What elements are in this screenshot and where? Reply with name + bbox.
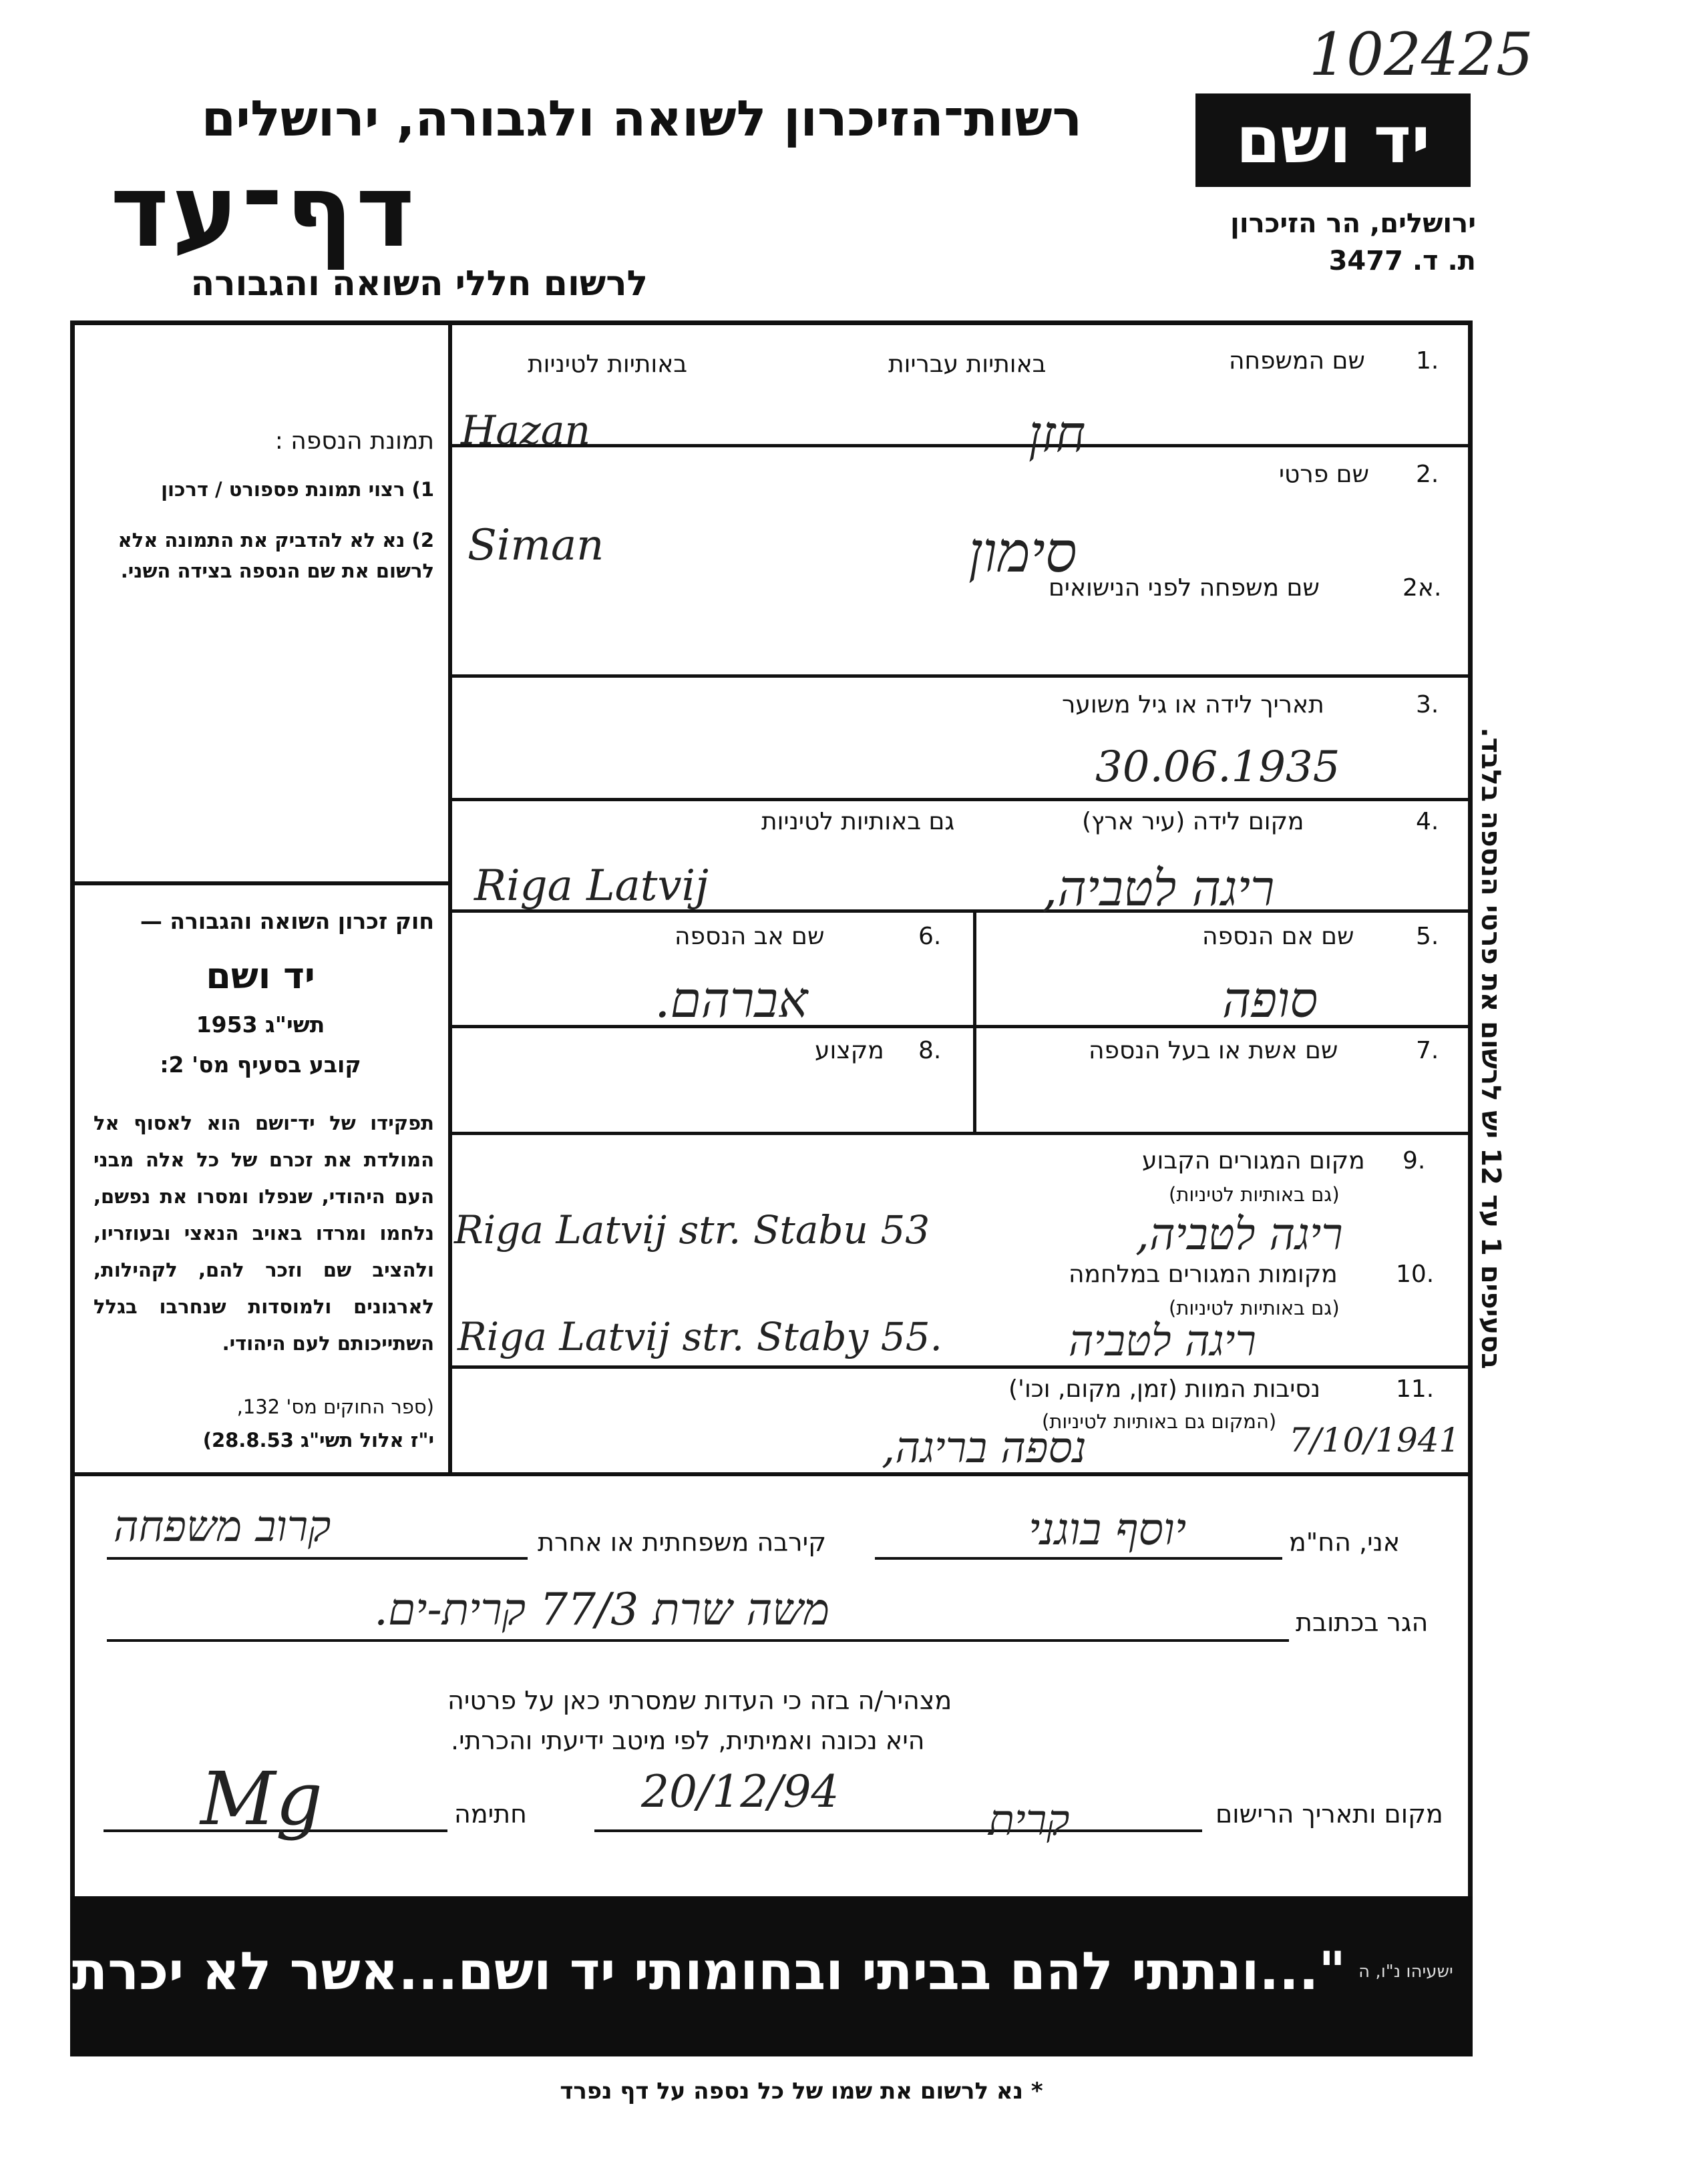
- side-note: בסעיפים 1 עד 12 יש לרשום את פרטי הנספה בלבד.: [1475, 727, 1506, 1369]
- field-4-number: 4.: [1416, 808, 1439, 835]
- field-7-number: 7.: [1416, 1037, 1439, 1064]
- registration-place: קרית: [988, 1796, 1070, 1845]
- photo-box-title: תמונת הנספה :: [274, 427, 434, 455]
- field-2-value-latin: Siman: [467, 521, 604, 570]
- banner-source: ישעיהו נ"ו, ה: [1358, 1962, 1453, 1982]
- field-11-also-latin: (המקום גם באותיות לטיניות): [1042, 1410, 1277, 1433]
- banner-quote: "...ונתתי להם בביתי ובחומותי יד ושם...אשר לא יכרת": [45, 1942, 1346, 2002]
- law-heading: חוק זכרון השואה והגבורה —: [140, 908, 434, 934]
- field-9-value-latin: Riga Latvij str. Stabu 53: [454, 1207, 930, 1253]
- declaration-line-2: היא נכונה ואמיתית, לפי מיטב ידיעתי והכרתי.: [451, 1726, 925, 1755]
- declaration-line-1: מצהיר/ה בזה כי העדות שמסרתי כאן על פרטיה: [447, 1686, 952, 1715]
- yad-vashem-logo: [1195, 93, 1471, 187]
- field-11-number: 11.: [1396, 1375, 1435, 1403]
- field-10-value-latin: Riga Latvij str. Staby 55.: [457, 1314, 942, 1359]
- field-2a-label: שם משפחה לפני הנישואים: [1049, 574, 1320, 602]
- field-5-label: שם אם הנספה: [1202, 923, 1354, 950]
- field-1-value-latin: Hazan: [461, 407, 591, 454]
- field-5-number: 5.: [1416, 923, 1439, 950]
- form-subtitle: לרשום חללי השואה והגבורה: [190, 264, 648, 304]
- footnote: * נא לרשום את שמו של כל נספה על דף נפרד: [560, 2078, 1043, 2105]
- field-9-label: מקום המגורים הקבוע: [1142, 1147, 1365, 1174]
- witness-address-label: הגר בכתובת: [1296, 1608, 1429, 1637]
- field-9-number: 9.: [1402, 1147, 1426, 1174]
- witness-relation-label: קירבה משפחתית או אחרת: [538, 1528, 827, 1557]
- photo-law-divider: [74, 881, 449, 885]
- left-column-divider: [448, 324, 452, 1476]
- field-11-value-hebrew: נספה בריגה,: [882, 1424, 1087, 1473]
- field-1-col-latin: באותיות לטיניות: [528, 351, 688, 378]
- field-6-label: שם אב הנספה: [675, 923, 825, 950]
- address-line-1: ירושלים, הר הזיכרון: [1230, 208, 1476, 239]
- field-2-value-hebrew: סימון: [968, 519, 1077, 585]
- field-8-number: 8.: [918, 1037, 942, 1064]
- law-source-2: י"ז אלול תשי"ג 28.8.53): [202, 1429, 434, 1452]
- witness-name: יוסף בוגני: [1028, 1504, 1187, 1555]
- law-name: יד ושם: [206, 955, 315, 997]
- field-3-label: תאריך לידה או גיל משוער: [1062, 691, 1324, 718]
- field-11-label: נסיבות המוות (זמן, מקום, וכו'): [1008, 1375, 1321, 1403]
- field-4-label: מקום לידה (עיר ארץ): [1082, 808, 1304, 835]
- address-line-2: ת. ד. 3477: [1328, 246, 1476, 276]
- authority-line: רשות־הזיכרון לשואה ולגבורה, ירושלים: [201, 90, 1082, 148]
- place-date-label: מקום ותאריך הרישום: [1215, 1799, 1443, 1829]
- witness-relation-value: קרוב משפחה: [114, 1502, 331, 1552]
- field-3-number: 3.: [1416, 691, 1439, 718]
- field-9-also-latin: (גם באותיות לטיניות): [1169, 1183, 1340, 1206]
- signature: Mg: [200, 1756, 323, 1841]
- logo-text: יד ושם: [1236, 103, 1431, 178]
- field-2-number: 2.: [1416, 461, 1439, 488]
- field-4-value-hebrew: ריגה לטביה,: [1042, 860, 1275, 917]
- signature-label: חתימה: [454, 1799, 527, 1829]
- field-10-number: 10.: [1396, 1261, 1435, 1288]
- witness-i-label: אני, הח"מ: [1289, 1528, 1400, 1557]
- law-clause: קובע בסעיף מס' 2:: [160, 1052, 361, 1078]
- witness-address-value: משה שרת 77/3 קרית-ים.: [374, 1584, 830, 1635]
- field-9-value-hebrew: ריגה לטביה,: [1135, 1209, 1343, 1260]
- field-2a-number: 2א.: [1402, 574, 1442, 602]
- field-7-label: שם אשת או בעל הנספה: [1089, 1037, 1338, 1064]
- photo-box-note-1: 1) רצוי תמונת פספורט / דרכון: [161, 478, 434, 501]
- field-2-label: שם פרטי: [1279, 461, 1370, 488]
- field-4-value-latin: Riga Latvij: [474, 861, 709, 911]
- registration-date: 20/12/94: [641, 1766, 839, 1817]
- field-1-value-hebrew: חזן: [1028, 404, 1086, 463]
- law-source-1: (ספר החוקים מס' 132,: [236, 1395, 434, 1418]
- field-11-value-date: 7/10/1941: [1289, 1421, 1461, 1460]
- form-title: דף־עד: [110, 154, 417, 270]
- field-1-number: 1.: [1416, 347, 1439, 375]
- quote-banner: [45, 1896, 1473, 2056]
- field-10-also-latin: (גם באותיות לטיניות): [1169, 1297, 1340, 1319]
- field-4-also-latin: גם באותיות לטיניות: [761, 808, 955, 835]
- field-3-value: 30.06.1935: [1095, 742, 1340, 792]
- field-6-number: 6.: [918, 923, 942, 950]
- field-10-label: מקומות המגורים במלחמה: [1069, 1261, 1338, 1288]
- field-8-label: מקצוע: [815, 1037, 884, 1064]
- field-5-value: סופה: [1222, 971, 1318, 1029]
- law-body: תפקידו של יד־ושם הוא לאסוף אל המולדת את זכרם של כל אלה מבני העם היהודי, שנפלו ומסרו את נפשם, נלחמו ומרדו באויב הנאצי ובעוזריו, ולהציב שם וזכר להם, לקהילות, לארגונים ולמוסדות שנחרבו בגלל השתייכותם לעם היהודי.: [93, 1112, 434, 1355]
- archive-number: 102425: [1309, 20, 1533, 89]
- law-year: תשי"ג 1953: [196, 1012, 325, 1038]
- field-10-value-hebrew: ריגה לטביה: [1069, 1317, 1256, 1366]
- photo-box-note-2: 2) נא לא להדביק את התמונה אלא לרשום את שם הנספה בצידה השני.: [118, 529, 434, 582]
- field-1-label: שם המשפחה: [1229, 347, 1365, 375]
- field-6-value: אברהם.: [654, 971, 808, 1029]
- field-1-col-hebrew: באותיות עבריות: [888, 351, 1047, 378]
